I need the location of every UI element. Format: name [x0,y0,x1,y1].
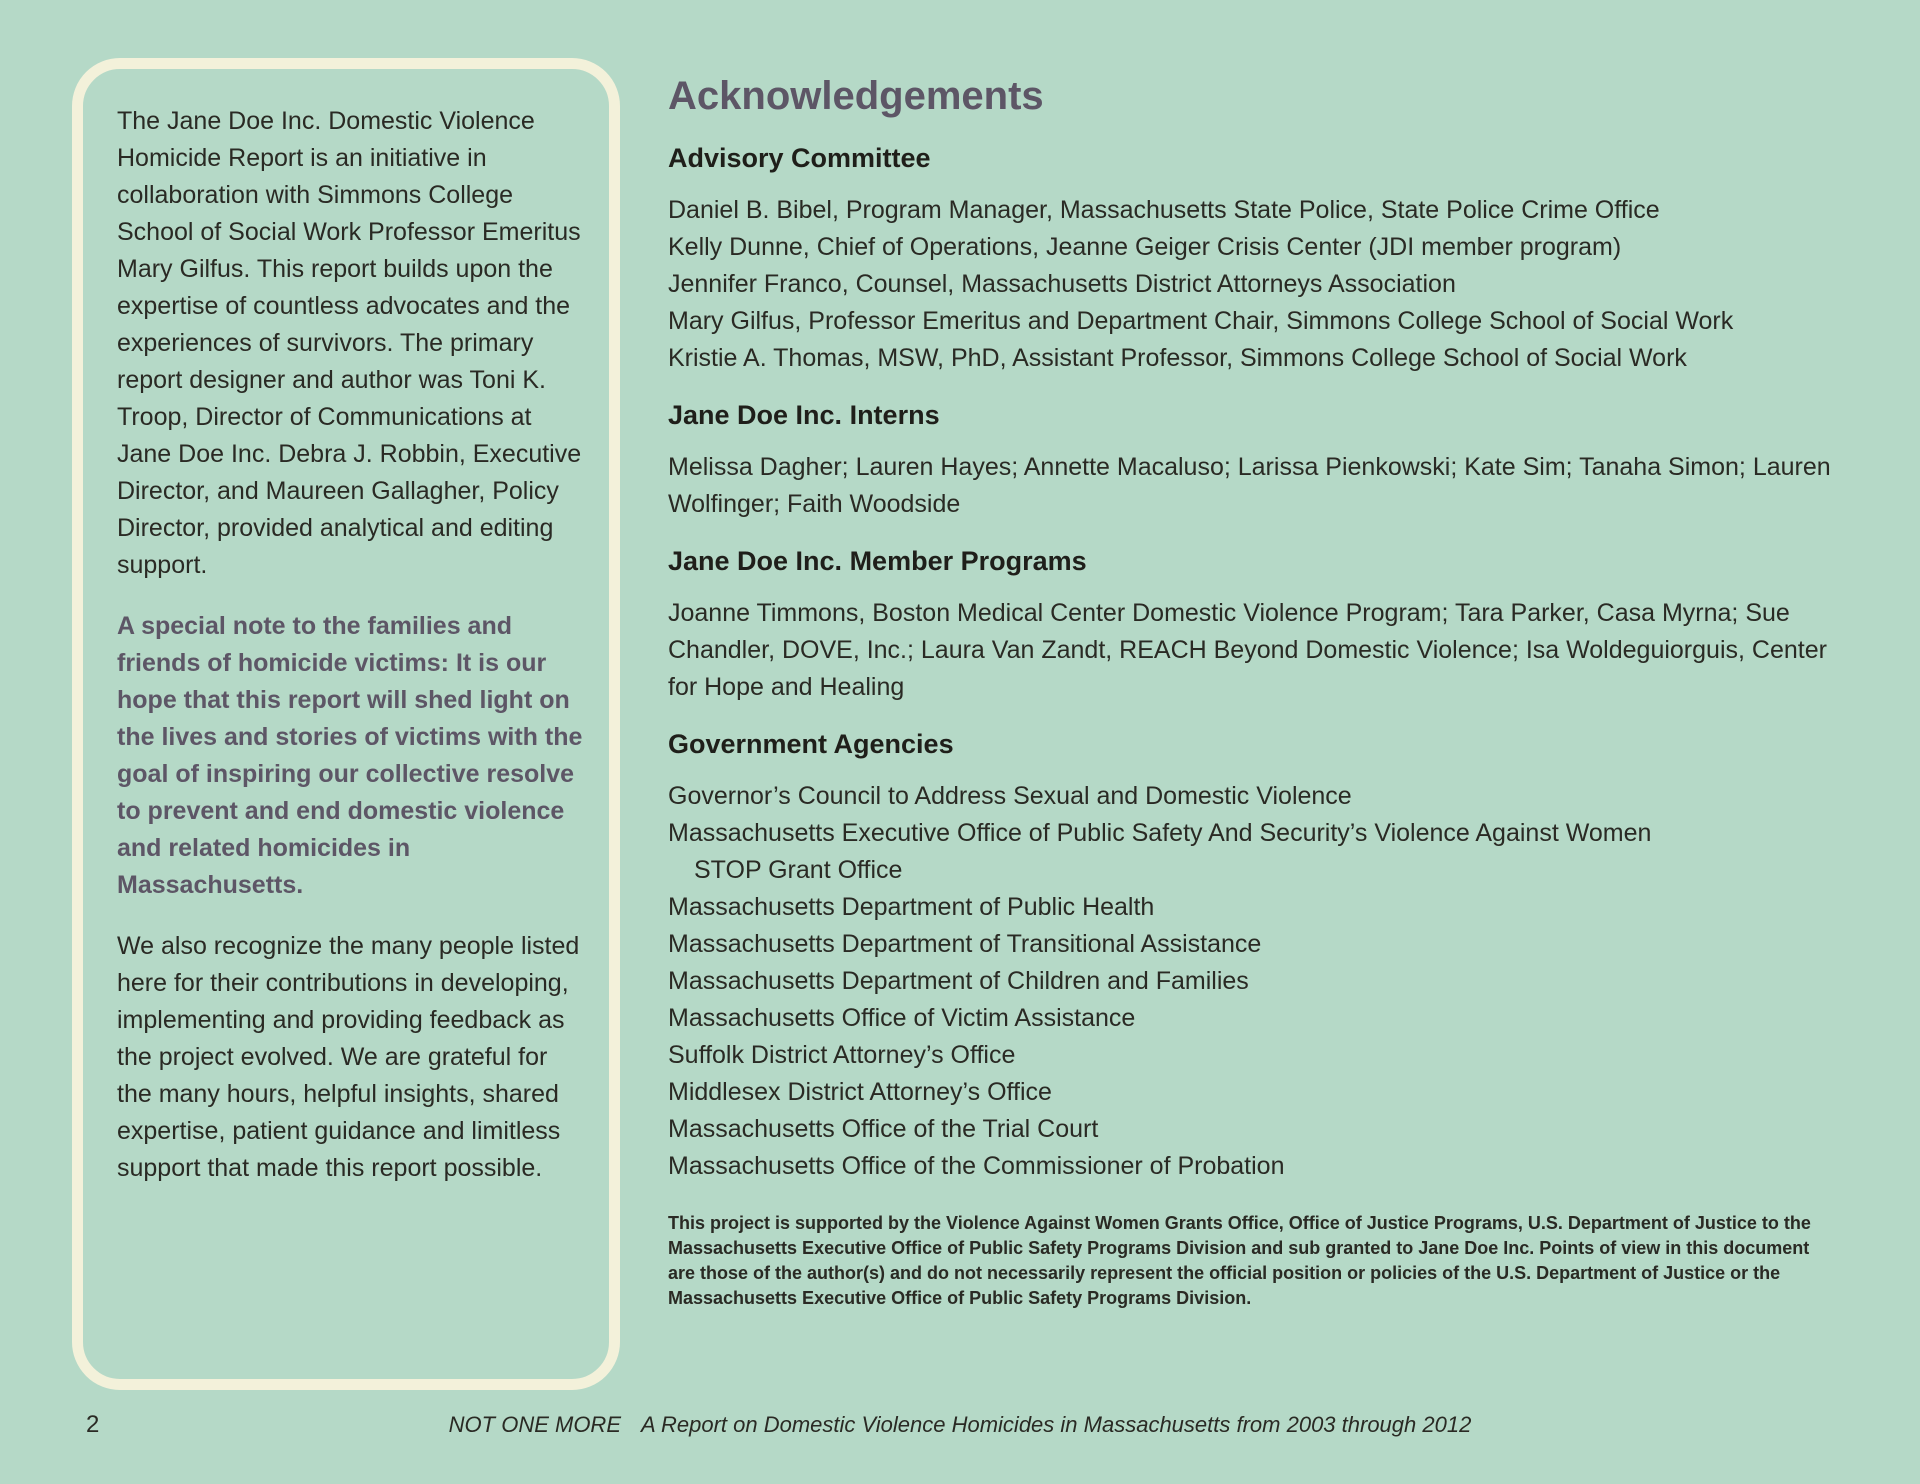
agency-line: Massachusetts Office of Victim Assistance [668,1004,1136,1032]
section-heading-member-programs: Jane Doe Inc. Member Programs [668,546,1087,576]
agency-line: Massachusetts Office of the Trial Court [668,1115,1099,1143]
person-line: Daniel B. Bibel, Program Manager, Massachusetts State Police, State Police Crime Office [668,196,1660,224]
page-number: 2 [86,1411,100,1438]
running-footer [0,1410,1920,1440]
acknowledgements-column [668,72,1836,1311]
agency-line: Suffolk District Attorney’s Office [668,1041,1016,1069]
person-line: Kelly Dunne, Chief of Operations, Jeanne Geiger Crisis Center (JDI member program) [668,233,1622,261]
section-government-agencies [668,728,1836,1185]
page-title: Acknowledgements [668,74,1044,118]
interns-paragraph: Melissa Dagher; Lauren Hayes; Annette Macaluso; Larissa Pienkowski; Kate Sim; Tanaha Simon; Lauren Wolfinger; Faith Woodside [668,453,1831,518]
intro-paragraph-1: The Jane Doe Inc. Domestic Violence Homicide Report is an initiative in collaboration with Simmons College School of Social Work Professor Emeritus Mary Gilfus. This report builds upon the expertise of countless advocates and the experiences of survivors. The primary report designer and author was Toni K. Troop, Director of Communications at Jane Doe Inc. Debra J. Robbin, Executive Director, and Maureen Gallagher, Policy Director, provided analytical and editing support. [117,107,582,579]
member-programs-paragraph: Joanne Timmons, Boston Medical Center Domestic Violence Program; Tara Parker, Casa Myrna; Sue Chandler, DOVE, Inc.; Laura Van Zandt, REACH Beyond Domestic Violence; Isa Woldeguiorguis, Center for Hope and Healing [668,599,1827,701]
agency-line: Middlesex District Attorney’s Office [668,1078,1052,1106]
funding-disclaimer: This project is supported by the Violence Against Women Grants Office, Office of Justice Programs, U.S. Department of Justice to the Massachusetts Executive Office of Public Safety Programs Division and sub granted to Jane Doe Inc. Points of view in this document are those of the author(s) and do not necessarily represent the official position or policies of the U.S. Department of Justice or the Massachusetts Executive Office of Public Safety Programs Division. [668,1213,1811,1308]
agency-line: Massachusetts Department of Children and Families [668,967,1249,995]
person-line: Kristie A. Thomas, MSW, PhD, Assistant Professor, Simmons College School of Social Work [668,344,1687,372]
person-line: Mary Gilfus, Professor Emeritus and Department Chair, Simmons College School of Social Work [668,307,1734,335]
person-line: Jennifer Franco, Counsel, Massachusetts District Attorneys Association [668,270,1456,298]
section-heading-government-agencies: Government Agencies [668,729,954,759]
section-heading-interns: Jane Doe Inc. Interns [668,400,940,430]
page-footer [0,1410,1920,1450]
intro-paragraph-2: We also recognize the many people listed here for their contributions in developing, implementing and providing feedback as the project evolved. We are grateful for the many hours, helpful insights, shared expertise, patient guidance and limitless support that made this report possible. [117,932,580,1182]
section-member-programs [668,545,1836,706]
report-subtitle: A Report on Domestic Violence Homicides in Massachusetts from 2003 through 2012 [641,1412,1472,1437]
agency-line: Massachusetts Office of the Commissioner of Probation [668,1152,1285,1180]
section-heading-advisory-committee: Advisory Committee [668,143,931,173]
agency-line-continuation: STOP Grant Office [694,856,903,884]
agency-line: Governor’s Council to Address Sexual and Domestic Violence [668,782,1352,810]
section-interns [668,399,1836,523]
report-title: NOT ONE MORE [448,1412,621,1437]
section-advisory-committee [668,142,1836,377]
intro-panel [72,58,620,1390]
agency-line: Massachusetts Department of Public Health [668,893,1155,921]
agency-line: Massachusetts Department of Transitional Assistance [668,930,1262,958]
agency-line: Massachusetts Executive Office of Public Safety And Security’s Violence Against Women [668,819,1652,847]
special-note-paragraph: A special note to the families and friends of homicide victims: It is our hope that this report will shed light on the lives and stories of victims with the goal of inspiring our collective resolve to prevent and end domestic violence and related homicides in Massachusetts. [117,612,583,899]
